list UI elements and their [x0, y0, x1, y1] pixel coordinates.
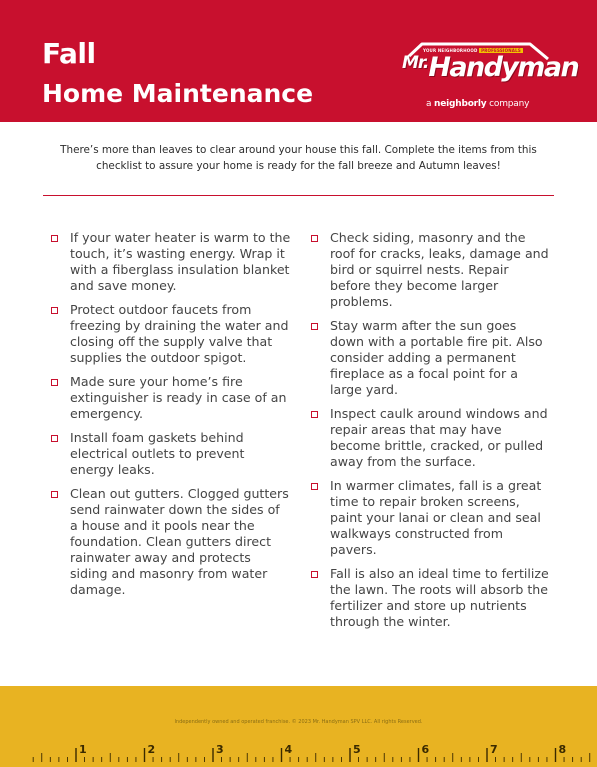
checkbox[interactable]	[311, 571, 318, 578]
logo-brand-prefix: Mr.	[402, 53, 429, 73]
checklist-item-text: Check siding, masonry and the roof for cracks, leaks, damage and bird or squirrel nests. Repair before they become larger problems.	[330, 230, 549, 309]
copyright-note: Independently owned and operated franchise. © 2023 Mr. Handyman SPV LLC. All rights Reserved.	[174, 719, 423, 725]
ruler-label: 8	[558, 743, 567, 756]
checklist-left-column	[51, 230, 291, 606]
checkbox[interactable]	[51, 235, 58, 242]
checkbox[interactable]	[51, 491, 58, 498]
checkbox[interactable]	[51, 435, 58, 442]
ruler-label: 5	[353, 743, 361, 756]
ruler-label: 6	[421, 743, 430, 756]
page-title-line1: Fall	[42, 37, 96, 70]
checklist-item-text: Clean out gutters. Clogged gutters send rainwater down the sides of a house and it pools near the foundation. Clean gutters direct rainwater away and protects siding and masonry from water damage.	[70, 486, 289, 597]
checkbox[interactable]	[51, 379, 58, 386]
ruler-label: 7	[490, 743, 498, 756]
checklist-item	[311, 566, 551, 630]
intro-text: There’s more than leaves to clear around your house this fall. Complete the items from this checklist to assure your home is ready for the fall breeze and Autumn leaves!	[60, 144, 537, 172]
checkbox[interactable]	[51, 307, 58, 314]
logo-subline	[426, 99, 529, 109]
checklist-item	[311, 406, 551, 470]
logo-sub-suffix: company	[489, 99, 530, 109]
logo-sub-prefix: a	[426, 99, 432, 109]
checklist-item	[51, 430, 291, 478]
checkbox[interactable]	[311, 323, 318, 330]
checkbox[interactable]	[311, 235, 318, 242]
checklist-item-text: Install foam gaskets behind electrical outlets to prevent energy leaks.	[70, 430, 245, 477]
ruler-ticks	[0, 742, 597, 767]
checklist-item-text: In warmer climates, fall is a great time to repair broken screens, paint your lanai or clean and seal walkways constructed from pavers.	[330, 478, 542, 557]
section-divider	[43, 195, 554, 196]
checklist-item	[311, 478, 551, 558]
checklist-item	[51, 374, 291, 422]
checklist-item-text: If your water heater is warm to the touch, it’s wasting energy. Wrap it with a fiberglass insulation blanket and save money.	[70, 230, 291, 293]
checklist-item	[51, 302, 291, 366]
checklist-right-column	[311, 230, 551, 638]
checklist-item	[311, 230, 551, 310]
checklist-item-text: Made sure your home’s fire extinguisher is ready in case of an emergency.	[70, 374, 287, 421]
checklist-item	[311, 318, 551, 398]
checkbox[interactable]	[311, 411, 318, 418]
mr-handyman-logo	[402, 40, 579, 112]
checklist-item-text: Protect outdoor faucets from freezing by draining the water and closing off the supply valve that supplies the outdoor spigot.	[70, 302, 289, 365]
checklist-item-text: Stay warm after the sun goes down with a portable fire pit. Also consider adding a permanent fireplace as a focal point for a large yard.	[330, 318, 543, 397]
checklist-item	[51, 230, 291, 294]
checklist-item-text: Fall is also an ideal time to fertilize the lawn. The roots will absorb the fertilizer and store up nutrients through the winter.	[330, 566, 549, 629]
logo-brand-name: Handyman	[428, 52, 579, 83]
ruler-label: 3	[216, 743, 224, 756]
logo-tagline-part2: PROFESSIONALS	[481, 48, 521, 53]
checklist-item	[51, 486, 291, 598]
logo-tagline-part1: YOUR NEIGHBORHOOD	[423, 48, 478, 53]
ruler-label: 2	[147, 743, 156, 756]
page-title-line2: Home Maintenance	[42, 79, 314, 108]
checkbox[interactable]	[311, 483, 318, 490]
checklist-item-text: Inspect caulk around windows and repair areas that may have become brittle, cracked, or pulled away from the surface.	[330, 406, 548, 469]
ruler-label: 4	[284, 743, 293, 756]
header-banner	[0, 0, 597, 122]
logo-wordmark	[402, 54, 578, 81]
logo-sub-brand: neighborly	[434, 99, 487, 109]
ruler-label: 1	[79, 743, 87, 756]
